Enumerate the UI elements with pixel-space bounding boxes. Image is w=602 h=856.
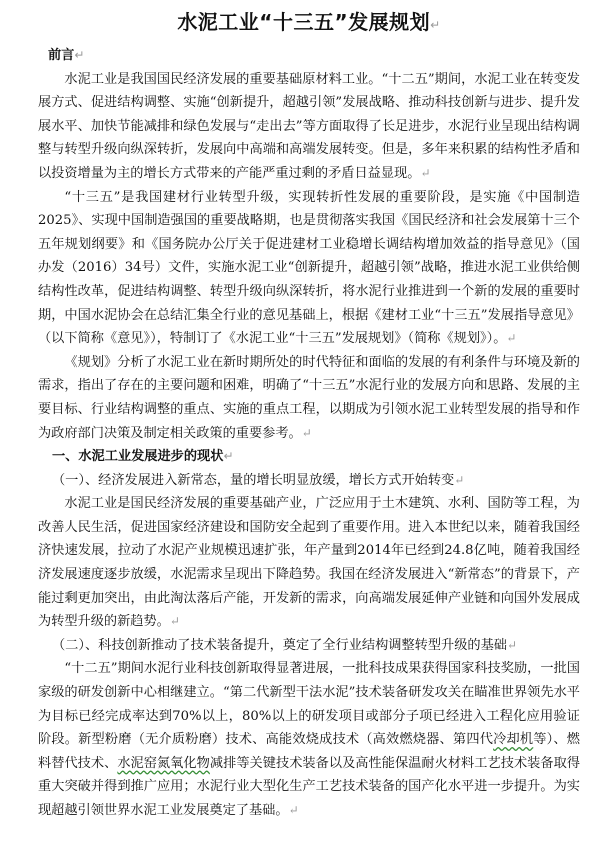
- paragraph-mark-icon: ↵: [420, 165, 431, 180]
- paragraph-mark-icon: ↵: [454, 472, 465, 487]
- subsection-1-heading: [52, 469, 580, 493]
- paragraph-mark-icon: ↵: [288, 803, 299, 817]
- paragraph-mark-icon: ↵: [506, 637, 518, 652]
- preface-paragraph-1: [38, 68, 580, 186]
- paragraph-text: 水泥工业是国民经济发展的重要基础产业，广泛应用于土木建筑、水利、国防等工程，为改善人民生活，促进国家经济建设和国防安全起到了重要作用。进入本世纪以来，随着我国经济快速发展，拉动了水泥产业规模迅速扩张，年产量到2014年已经到24.8亿吨，随着我国经济发展速度逐步放缓，水泥需求呈现出下降趋势。我国在经济发展进入“新常态”的背景下，产能过剩更加突出，由此淘汰落后产能，开发新的需求，向高端发展延伸产业链和向国外发展成为转型升级的新趋势。: [38, 496, 580, 630]
- paragraph-text: “十三五”是我国建材行业转型升级，实现转折性发展的重要阶段，是实施《中国制造2025》、实现中国制造强国的重要战略期，也是贯彻落实我国《国民经济和社会发展第十三个五年规划纲要》和《国务院办公厅关于促进建材工业稳增长调结构增加效益的指导意见》（国办发（2016）34号）文件，实施水泥工业“创新提升，超越引领”战略，推进水泥工业供给侧结构性改革，促进结构调整、转型升级向纵深转折，将水泥行业推进到一个新的发展的重要时期，中国水泥协会在总结汇集全行业的意见基础上，根据《建材工业“十三五”发展指导意见》（以下简称《意见》），特制订了《水泥工业“十三五”发展规划》（简称《规划》）。: [38, 189, 580, 347]
- section-heading-text: 一、水泥工业发展进步的现状: [52, 449, 224, 465]
- paragraph-text: “十二五”期间水泥行业科技创新取得显著进展，一批科技成果获得国家科技奖励，一批国家级的研发创新中心相继建立。“第二代新型干法水泥”技术装备研发攻关在瞄准世界领先水平为目标已经完成率达到70%以上，80%以上的研发项目或部分子项已经进入工程化应用验证阶段。新型粉磨（无介质粉磨）技术、高能效烧成技术（高效燃烧器、第四代: [38, 661, 580, 748]
- preface-heading-text: 前言: [48, 48, 75, 63]
- paragraph-text: 《规划》分析了水泥工业在新时期所处的时代特征和面临的发展的有利条件与环境及新的需求，指出了存在的主要问题和困难，明确了“十三五”水泥行业的发展方向和思路、发展的主要目标、行业结构调整的重点、实施的重点工程，以期成为引领水泥工业转型发展的指导和作为政府部门决策及制定相关政策的重要参考。: [38, 354, 580, 441]
- subsection-2-heading: [52, 634, 580, 658]
- preface-heading: [48, 44, 580, 68]
- paragraph-mark-icon: ↵: [430, 18, 441, 32]
- subsection-2-paragraph: [38, 657, 580, 822]
- paragraph-mark-icon: ↵: [223, 449, 234, 464]
- paragraph-mark-icon: ↵: [506, 331, 517, 346]
- subsection-1-paragraph: [38, 492, 580, 634]
- paragraph-text: 等）、燃料替代技术、: [38, 732, 580, 771]
- paragraph-mark-icon: ↵: [301, 425, 312, 440]
- paragraph-mark-icon: ↵: [74, 48, 85, 62]
- spellcheck-flagged-text: 冷却机: [493, 732, 534, 748]
- subsection-heading-text: （二）、科技创新推动了技术装备提升，奠定了全行业结构调整转型升级的基础: [52, 637, 507, 653]
- paragraph-text: 水泥工业是我国国民经济发展的重要基础原材料工业。“十二五”期间，水泥工业在转变发展方式、促进结构调整、实施“创新提升，超越引领”发展战略、推动科技创新与进步、提升发展水平、加快节能减排和绿色发展与“走出去”等方面取得了长足进步，水泥行业呈现出结构调整与转型升级向纵深转折，发展向中高端和高端发展转变。但是，多年来积累的结构性矛盾和以投资增量为主的增长方式带来的产能严重过剩的矛盾日益显现。: [38, 71, 580, 181]
- document-title: [38, 8, 580, 39]
- spellcheck-flagged-text: 水泥窑氮氧化物: [117, 755, 210, 771]
- preface-paragraph-2: [38, 186, 580, 351]
- section-1-heading: [52, 445, 580, 469]
- title-text: 水泥工业“十三五”发展规划: [177, 10, 431, 34]
- preface-paragraph-3: [38, 351, 580, 445]
- subsection-heading-text: （一）、经济发展进入新常态，量的增长明显放缓，增长方式开始转变: [52, 472, 455, 488]
- paragraph-mark-icon: ↵: [169, 614, 180, 629]
- paragraph-text: 减排等关键技术装备以及高性能保温耐火材料工艺技术装备取得重大突破并得到推广应用；水泥行业大型化生产工艺技术装备的国产化水平进一步提升。为实现超越引领世界水泥工业发展奠定了基础。: [38, 755, 581, 818]
